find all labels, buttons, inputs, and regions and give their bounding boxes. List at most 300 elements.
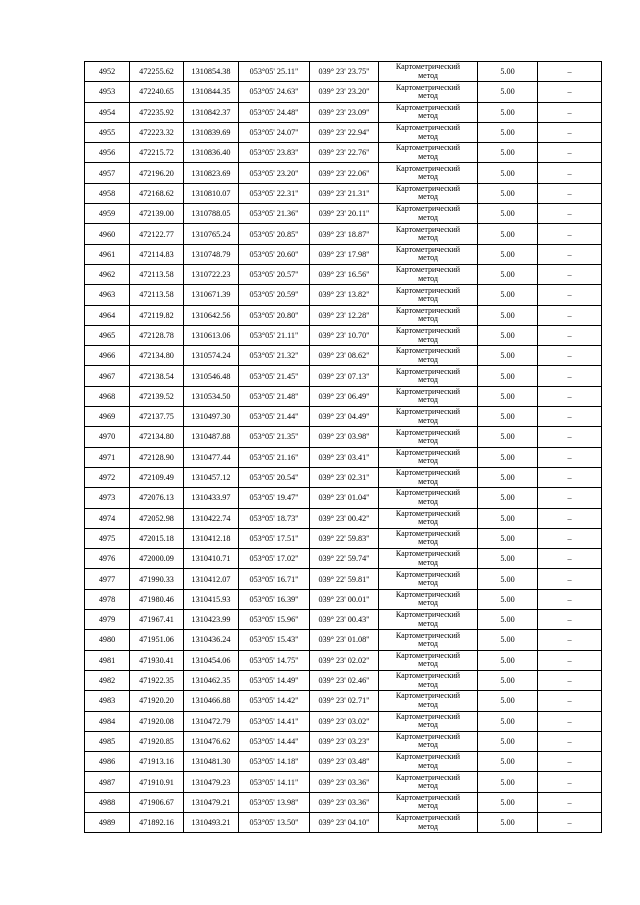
method-label-line1: Картометрический bbox=[395, 163, 461, 173]
latitude-cell: 053°05' 21.35" bbox=[239, 427, 310, 447]
method-cell bbox=[379, 305, 478, 325]
method-label-line1: Картометрический bbox=[395, 427, 461, 437]
point-number-cell: 4964 bbox=[85, 305, 130, 325]
y-coordinate-cell: 1310722.23 bbox=[184, 264, 239, 284]
method-cell bbox=[379, 731, 478, 751]
accuracy-cell: 5.00 bbox=[478, 792, 538, 812]
accuracy-cell: 5.00 bbox=[478, 183, 538, 203]
table-row bbox=[85, 650, 602, 670]
note-cell: – bbox=[538, 508, 602, 528]
x-coordinate-cell: 472240.65 bbox=[130, 82, 184, 102]
method-label-line2: метод bbox=[418, 537, 438, 547]
method-cell bbox=[379, 630, 478, 650]
note-cell: – bbox=[538, 285, 602, 305]
method-cell bbox=[379, 589, 478, 609]
method-cell bbox=[379, 569, 478, 589]
table-row bbox=[85, 204, 602, 224]
method-label-line1: Картометрический bbox=[395, 244, 461, 254]
method-label-line2: метод bbox=[418, 192, 438, 202]
accuracy-cell: 5.00 bbox=[478, 366, 538, 386]
method-label-line2: метод bbox=[418, 90, 438, 100]
longitude-cell: 039° 23' 23.09" bbox=[310, 102, 379, 122]
latitude-cell: 053°05' 14.18" bbox=[239, 752, 310, 772]
table-row bbox=[85, 549, 602, 569]
latitude-cell: 053°05' 21.48" bbox=[239, 386, 310, 406]
method-label-line2: метод bbox=[418, 517, 438, 527]
y-coordinate-cell: 1310477.44 bbox=[184, 447, 239, 467]
method-label-line2: метод bbox=[418, 415, 438, 425]
point-number-cell: 4988 bbox=[85, 792, 130, 812]
method-label-line1: Картометрический bbox=[395, 143, 461, 153]
method-label-line1: Картометрический bbox=[395, 285, 461, 295]
x-coordinate-cell: 471922.35 bbox=[130, 670, 184, 690]
accuracy-cell: 5.00 bbox=[478, 528, 538, 548]
accuracy-cell: 5.00 bbox=[478, 812, 538, 832]
longitude-cell: 039° 23' 00.42" bbox=[310, 508, 379, 528]
point-number-cell: 4977 bbox=[85, 569, 130, 589]
latitude-cell: 053°05' 22.31" bbox=[239, 183, 310, 203]
method-label-line1: Картометрический bbox=[395, 366, 461, 376]
latitude-cell: 053°05' 23.83" bbox=[239, 143, 310, 163]
x-coordinate-cell: 471906.67 bbox=[130, 792, 184, 812]
point-number-cell: 4962 bbox=[85, 264, 130, 284]
point-number-cell: 4965 bbox=[85, 325, 130, 345]
table-row bbox=[85, 589, 602, 609]
x-coordinate-cell: 471910.91 bbox=[130, 772, 184, 792]
note-cell: – bbox=[538, 122, 602, 142]
longitude-cell: 039° 23' 17.98" bbox=[310, 244, 379, 264]
method-cell bbox=[379, 549, 478, 569]
table-row bbox=[85, 183, 602, 203]
method-label-line2: метод bbox=[418, 740, 438, 750]
point-number-cell: 4984 bbox=[85, 711, 130, 731]
latitude-cell: 053°05' 20.60" bbox=[239, 244, 310, 264]
method-cell bbox=[379, 346, 478, 366]
point-number-cell: 4959 bbox=[85, 204, 130, 224]
accuracy-cell: 5.00 bbox=[478, 102, 538, 122]
point-number-cell: 4953 bbox=[85, 82, 130, 102]
method-label-line1: Картометрический bbox=[395, 346, 461, 356]
note-cell: – bbox=[538, 711, 602, 731]
longitude-cell: 039° 22' 59.81" bbox=[310, 569, 379, 589]
x-coordinate-cell: 472122.77 bbox=[130, 224, 184, 244]
x-coordinate-cell: 472255.62 bbox=[130, 62, 184, 82]
accuracy-cell: 5.00 bbox=[478, 589, 538, 609]
method-cell bbox=[379, 224, 478, 244]
x-coordinate-cell: 472076.13 bbox=[130, 488, 184, 508]
x-coordinate-cell: 471980.46 bbox=[130, 589, 184, 609]
method-cell bbox=[379, 386, 478, 406]
method-label-line1: Картометрический bbox=[395, 447, 461, 457]
longitude-cell: 039° 23' 13.82" bbox=[310, 285, 379, 305]
table-row bbox=[85, 325, 602, 345]
longitude-cell: 039° 23' 01.04" bbox=[310, 488, 379, 508]
method-label-line2: метод bbox=[418, 618, 438, 628]
longitude-cell: 039° 23' 02.71" bbox=[310, 691, 379, 711]
note-cell: – bbox=[538, 62, 602, 82]
accuracy-cell: 5.00 bbox=[478, 467, 538, 487]
method-cell bbox=[379, 82, 478, 102]
latitude-cell: 053°05' 15.96" bbox=[239, 610, 310, 630]
accuracy-cell: 5.00 bbox=[478, 711, 538, 731]
note-cell: – bbox=[538, 691, 602, 711]
y-coordinate-cell: 1310671.39 bbox=[184, 285, 239, 305]
longitude-cell: 039° 23' 03.36" bbox=[310, 792, 379, 812]
method-cell bbox=[379, 792, 478, 812]
table-row bbox=[85, 407, 602, 427]
method-cell bbox=[379, 691, 478, 711]
x-coordinate-cell: 471990.33 bbox=[130, 569, 184, 589]
longitude-cell: 039° 23' 02.46" bbox=[310, 670, 379, 690]
method-cell bbox=[379, 325, 478, 345]
table-row bbox=[85, 528, 602, 548]
method-label-line1: Картометрический bbox=[395, 82, 461, 92]
accuracy-cell: 5.00 bbox=[478, 427, 538, 447]
longitude-cell: 039° 23' 22.06" bbox=[310, 163, 379, 183]
latitude-cell: 053°05' 14.75" bbox=[239, 650, 310, 670]
table-row bbox=[85, 772, 602, 792]
y-coordinate-cell: 1310765.24 bbox=[184, 224, 239, 244]
y-coordinate-cell: 1310836.40 bbox=[184, 143, 239, 163]
method-label-line1: Картометрический bbox=[395, 102, 461, 112]
method-label-line2: метод bbox=[418, 699, 438, 709]
note-cell: – bbox=[538, 589, 602, 609]
latitude-cell: 053°05' 17.51" bbox=[239, 528, 310, 548]
latitude-cell: 053°05' 15.43" bbox=[239, 630, 310, 650]
y-coordinate-cell: 1310479.21 bbox=[184, 792, 239, 812]
latitude-cell: 053°05' 21.36" bbox=[239, 204, 310, 224]
y-coordinate-cell: 1310462.35 bbox=[184, 670, 239, 690]
y-coordinate-cell: 1310433.97 bbox=[184, 488, 239, 508]
accuracy-cell: 5.00 bbox=[478, 305, 538, 325]
table-row bbox=[85, 569, 602, 589]
method-label-line2: метод bbox=[418, 314, 438, 324]
method-label-line1: Картометрический bbox=[395, 184, 461, 194]
method-label-line1: Картометрический bbox=[395, 468, 461, 478]
point-number-cell: 4978 bbox=[85, 589, 130, 609]
point-number-cell: 4976 bbox=[85, 549, 130, 569]
latitude-cell: 053°05' 20.57" bbox=[239, 264, 310, 284]
point-number-cell: 4973 bbox=[85, 488, 130, 508]
method-label-line2: метод bbox=[418, 273, 438, 283]
table-row bbox=[85, 792, 602, 812]
latitude-cell: 053°05' 24.07" bbox=[239, 122, 310, 142]
x-coordinate-cell: 472196.20 bbox=[130, 163, 184, 183]
accuracy-cell: 5.00 bbox=[478, 752, 538, 772]
note-cell: – bbox=[538, 427, 602, 447]
accuracy-cell: 5.00 bbox=[478, 62, 538, 82]
method-cell bbox=[379, 467, 478, 487]
method-label-line1: Картометрический bbox=[395, 630, 461, 640]
point-number-cell: 4989 bbox=[85, 812, 130, 832]
method-label-line2: метод bbox=[418, 233, 438, 243]
point-number-cell: 4952 bbox=[85, 62, 130, 82]
method-cell bbox=[379, 264, 478, 284]
accuracy-cell: 5.00 bbox=[478, 630, 538, 650]
accuracy-cell: 5.00 bbox=[478, 610, 538, 630]
method-cell bbox=[379, 610, 478, 630]
y-coordinate-cell: 1310854.38 bbox=[184, 62, 239, 82]
x-coordinate-cell: 472052.98 bbox=[130, 508, 184, 528]
point-number-cell: 4955 bbox=[85, 122, 130, 142]
note-cell: – bbox=[538, 224, 602, 244]
x-coordinate-cell: 472128.90 bbox=[130, 447, 184, 467]
latitude-cell: 053°05' 18.73" bbox=[239, 508, 310, 528]
latitude-cell: 053°05' 21.16" bbox=[239, 447, 310, 467]
method-label-line2: метод bbox=[418, 354, 438, 364]
latitude-cell: 053°05' 13.50" bbox=[239, 812, 310, 832]
method-cell bbox=[379, 62, 478, 82]
accuracy-cell: 5.00 bbox=[478, 772, 538, 792]
y-coordinate-cell: 1310481.30 bbox=[184, 752, 239, 772]
point-number-cell: 4960 bbox=[85, 224, 130, 244]
longitude-cell: 039° 23' 07.13" bbox=[310, 366, 379, 386]
longitude-cell: 039° 23' 00.01" bbox=[310, 589, 379, 609]
method-label-line2: метод bbox=[418, 131, 438, 141]
longitude-cell: 039° 23' 23.20" bbox=[310, 82, 379, 102]
accuracy-cell: 5.00 bbox=[478, 285, 538, 305]
method-label-line2: метод bbox=[418, 679, 438, 689]
table-row bbox=[85, 62, 602, 82]
point-number-cell: 4957 bbox=[85, 163, 130, 183]
method-label-line2: метод bbox=[418, 151, 438, 161]
y-coordinate-cell: 1310487.88 bbox=[184, 427, 239, 447]
y-coordinate-cell: 1310497.30 bbox=[184, 407, 239, 427]
y-coordinate-cell: 1310436.24 bbox=[184, 630, 239, 650]
y-coordinate-cell: 1310844.35 bbox=[184, 82, 239, 102]
latitude-cell: 053°05' 14.49" bbox=[239, 670, 310, 690]
table-row bbox=[85, 630, 602, 650]
method-label-line1: Картометрический bbox=[395, 204, 461, 214]
table-row bbox=[85, 427, 602, 447]
method-cell bbox=[379, 447, 478, 467]
y-coordinate-cell: 1310412.18 bbox=[184, 528, 239, 548]
latitude-cell: 053°05' 25.11" bbox=[239, 62, 310, 82]
x-coordinate-cell: 472128.78 bbox=[130, 325, 184, 345]
note-cell: – bbox=[538, 204, 602, 224]
longitude-cell: 039° 23' 10.70" bbox=[310, 325, 379, 345]
longitude-cell: 039° 23' 22.76" bbox=[310, 143, 379, 163]
method-label-line1: Картометрический bbox=[395, 305, 461, 315]
x-coordinate-cell: 472134.80 bbox=[130, 427, 184, 447]
x-coordinate-cell: 471951.06 bbox=[130, 630, 184, 650]
y-coordinate-cell: 1310842.37 bbox=[184, 102, 239, 122]
method-label-line1: Картометрический bbox=[395, 610, 461, 620]
y-coordinate-cell: 1310454.06 bbox=[184, 650, 239, 670]
note-cell: – bbox=[538, 610, 602, 630]
note-cell: – bbox=[538, 346, 602, 366]
table-row bbox=[85, 691, 602, 711]
note-cell: – bbox=[538, 650, 602, 670]
latitude-cell: 053°05' 19.47" bbox=[239, 488, 310, 508]
y-coordinate-cell: 1310534.50 bbox=[184, 386, 239, 406]
method-label-line2: метод bbox=[418, 496, 438, 506]
point-number-cell: 4985 bbox=[85, 731, 130, 751]
x-coordinate-cell: 472109.49 bbox=[130, 467, 184, 487]
x-coordinate-cell: 472000.09 bbox=[130, 549, 184, 569]
table-row bbox=[85, 285, 602, 305]
longitude-cell: 039° 22' 59.83" bbox=[310, 528, 379, 548]
longitude-cell: 039° 23' 06.49" bbox=[310, 386, 379, 406]
table-row bbox=[85, 163, 602, 183]
table-row bbox=[85, 244, 602, 264]
point-number-cell: 4972 bbox=[85, 467, 130, 487]
x-coordinate-cell: 472137.75 bbox=[130, 407, 184, 427]
method-label-line1: Картометрический bbox=[395, 671, 461, 681]
method-label-line2: метод bbox=[418, 781, 438, 791]
x-coordinate-cell: 472119.82 bbox=[130, 305, 184, 325]
y-coordinate-cell: 1310457.12 bbox=[184, 467, 239, 487]
method-label-line1: Картометрический bbox=[395, 549, 461, 559]
method-label-line2: метод bbox=[418, 598, 438, 608]
method-label-line1: Картометрический bbox=[395, 407, 461, 417]
longitude-cell: 039° 23' 03.02" bbox=[310, 711, 379, 731]
method-label-line2: метод bbox=[418, 821, 438, 831]
accuracy-cell: 5.00 bbox=[478, 122, 538, 142]
method-label-line2: метод bbox=[418, 375, 438, 385]
accuracy-cell: 5.00 bbox=[478, 447, 538, 467]
y-coordinate-cell: 1310839.69 bbox=[184, 122, 239, 142]
table-row bbox=[85, 143, 602, 163]
point-number-cell: 4980 bbox=[85, 630, 130, 650]
method-cell bbox=[379, 508, 478, 528]
latitude-cell: 053°05' 16.39" bbox=[239, 589, 310, 609]
table-row bbox=[85, 305, 602, 325]
method-cell bbox=[379, 285, 478, 305]
note-cell: – bbox=[538, 143, 602, 163]
longitude-cell: 039° 23' 12.28" bbox=[310, 305, 379, 325]
latitude-cell: 053°05' 13.98" bbox=[239, 792, 310, 812]
x-coordinate-cell: 471913.16 bbox=[130, 752, 184, 772]
accuracy-cell: 5.00 bbox=[478, 670, 538, 690]
longitude-cell: 039° 23' 02.02" bbox=[310, 650, 379, 670]
latitude-cell: 053°05' 21.32" bbox=[239, 346, 310, 366]
longitude-cell: 039° 23' 18.87" bbox=[310, 224, 379, 244]
accuracy-cell: 5.00 bbox=[478, 82, 538, 102]
latitude-cell: 053°05' 24.63" bbox=[239, 82, 310, 102]
longitude-cell: 039° 23' 03.98" bbox=[310, 427, 379, 447]
table-row bbox=[85, 82, 602, 102]
point-number-cell: 4979 bbox=[85, 610, 130, 630]
method-label-line2: метод bbox=[418, 253, 438, 263]
x-coordinate-cell: 471920.85 bbox=[130, 731, 184, 751]
latitude-cell: 053°05' 20.85" bbox=[239, 224, 310, 244]
accuracy-cell: 5.00 bbox=[478, 325, 538, 345]
method-label-line2: метод bbox=[418, 172, 438, 182]
accuracy-cell: 5.00 bbox=[478, 731, 538, 751]
method-cell bbox=[379, 670, 478, 690]
latitude-cell: 053°05' 23.20" bbox=[239, 163, 310, 183]
method-cell bbox=[379, 183, 478, 203]
accuracy-cell: 5.00 bbox=[478, 163, 538, 183]
note-cell: – bbox=[538, 82, 602, 102]
latitude-cell: 053°05' 14.44" bbox=[239, 731, 310, 751]
method-cell bbox=[379, 366, 478, 386]
table-row bbox=[85, 386, 602, 406]
longitude-cell: 039° 23' 02.31" bbox=[310, 467, 379, 487]
y-coordinate-cell: 1310613.06 bbox=[184, 325, 239, 345]
method-label-line2: метод bbox=[418, 435, 438, 445]
method-label-line2: метод bbox=[418, 659, 438, 669]
x-coordinate-cell: 471920.08 bbox=[130, 711, 184, 731]
table-row bbox=[85, 670, 602, 690]
note-cell: – bbox=[538, 752, 602, 772]
method-label-line1: Картометрический bbox=[395, 529, 461, 539]
accuracy-cell: 5.00 bbox=[478, 549, 538, 569]
longitude-cell: 039° 23' 03.48" bbox=[310, 752, 379, 772]
table-row bbox=[85, 346, 602, 366]
y-coordinate-cell: 1310472.79 bbox=[184, 711, 239, 731]
point-number-cell: 4981 bbox=[85, 650, 130, 670]
y-coordinate-cell: 1310479.23 bbox=[184, 772, 239, 792]
table-row bbox=[85, 224, 602, 244]
note-cell: – bbox=[538, 183, 602, 203]
accuracy-cell: 5.00 bbox=[478, 204, 538, 224]
x-coordinate-cell: 472015.18 bbox=[130, 528, 184, 548]
y-coordinate-cell: 1310788.05 bbox=[184, 204, 239, 224]
note-cell: – bbox=[538, 244, 602, 264]
accuracy-cell: 5.00 bbox=[478, 264, 538, 284]
method-label-line2: метод bbox=[418, 638, 438, 648]
method-label-line2: метод bbox=[418, 70, 438, 80]
note-cell: – bbox=[538, 447, 602, 467]
point-number-cell: 4961 bbox=[85, 244, 130, 264]
latitude-cell: 053°05' 20.59" bbox=[239, 285, 310, 305]
x-coordinate-cell: 472139.00 bbox=[130, 204, 184, 224]
y-coordinate-cell: 1310412.07 bbox=[184, 569, 239, 589]
note-cell: – bbox=[538, 772, 602, 792]
y-coordinate-cell: 1310810.07 bbox=[184, 183, 239, 203]
x-coordinate-cell: 472235.92 bbox=[130, 102, 184, 122]
table-row bbox=[85, 508, 602, 528]
method-label-line1: Картометрический bbox=[395, 691, 461, 701]
y-coordinate-cell: 1310476.62 bbox=[184, 731, 239, 751]
method-cell bbox=[379, 772, 478, 792]
method-label-line1: Картометрический bbox=[395, 488, 461, 498]
point-number-cell: 4963 bbox=[85, 285, 130, 305]
point-number-cell: 4956 bbox=[85, 143, 130, 163]
longitude-cell: 039° 22' 59.74" bbox=[310, 549, 379, 569]
method-label-line1: Картометрический bbox=[395, 589, 461, 599]
method-label-line1: Картометрический bbox=[395, 650, 461, 660]
longitude-cell: 039° 23' 23.75" bbox=[310, 62, 379, 82]
accuracy-cell: 5.00 bbox=[478, 143, 538, 163]
latitude-cell: 053°05' 21.44" bbox=[239, 407, 310, 427]
method-label-line1: Картометрический bbox=[395, 732, 461, 742]
longitude-cell: 039° 23' 20.11" bbox=[310, 204, 379, 224]
longitude-cell: 039° 23' 21.31" bbox=[310, 183, 379, 203]
coordinates-table bbox=[84, 61, 602, 833]
longitude-cell: 039° 23' 16.56" bbox=[310, 264, 379, 284]
note-cell: – bbox=[538, 488, 602, 508]
method-label-line2: метод bbox=[418, 801, 438, 811]
table-row bbox=[85, 812, 602, 832]
longitude-cell: 039° 23' 01.08" bbox=[310, 630, 379, 650]
method-cell bbox=[379, 488, 478, 508]
table-row bbox=[85, 122, 602, 142]
method-label-line1: Картометрический bbox=[395, 123, 461, 133]
table-row bbox=[85, 467, 602, 487]
note-cell: – bbox=[538, 528, 602, 548]
accuracy-cell: 5.00 bbox=[478, 244, 538, 264]
x-coordinate-cell: 472215.72 bbox=[130, 143, 184, 163]
x-coordinate-cell: 472138.54 bbox=[130, 366, 184, 386]
x-coordinate-cell: 471930.41 bbox=[130, 650, 184, 670]
x-coordinate-cell: 471920.20 bbox=[130, 691, 184, 711]
point-number-cell: 4970 bbox=[85, 427, 130, 447]
point-number-cell: 4983 bbox=[85, 691, 130, 711]
method-label-line1: Картометрический bbox=[395, 569, 461, 579]
